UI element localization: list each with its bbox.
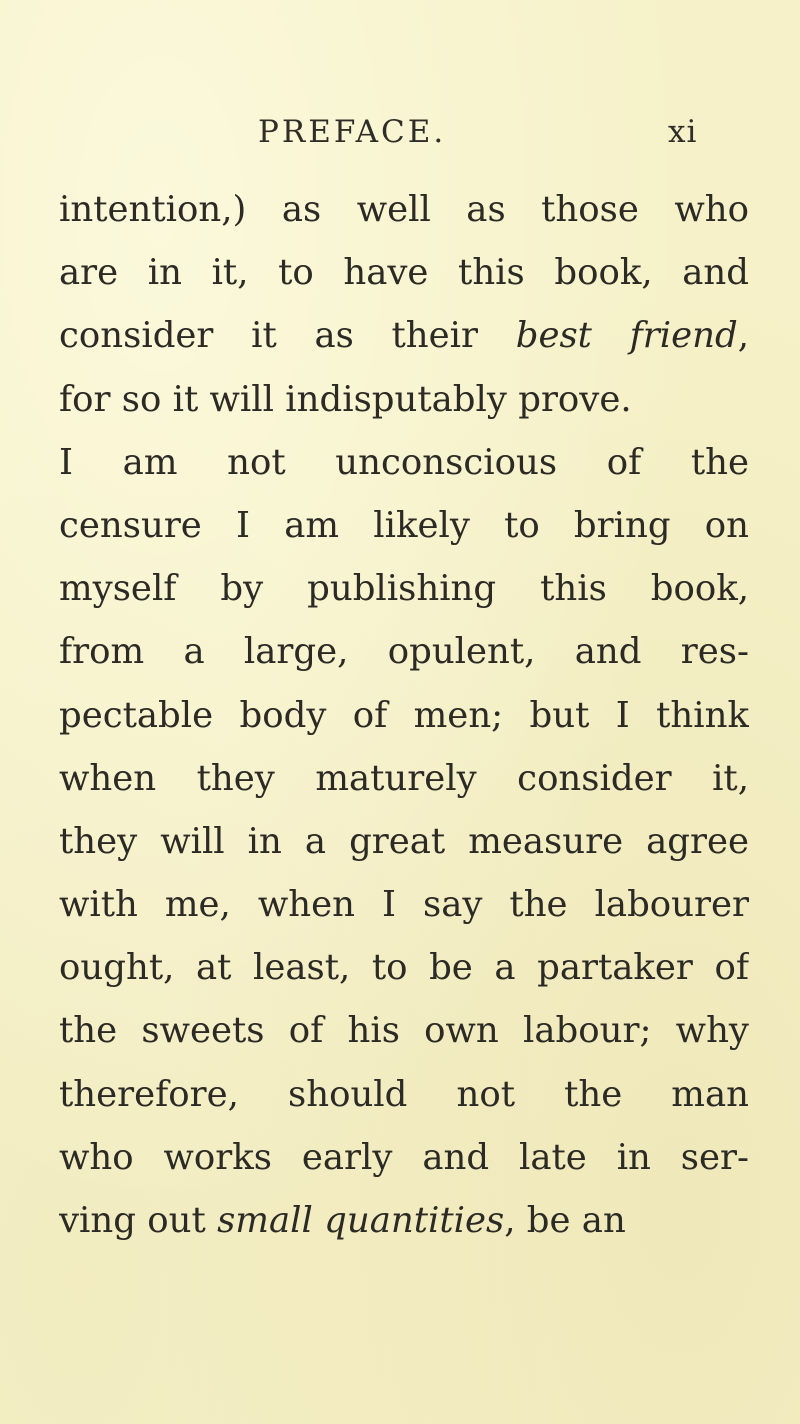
italic-emphasis: small quantities bbox=[217, 1200, 505, 1241]
text-line: they will in a great measure agree bbox=[59, 820, 749, 862]
text-line: pectable body of men; but I think bbox=[59, 694, 749, 736]
text-line bbox=[59, 304, 749, 367]
text-line: ought, at least, to be a partaker of bbox=[59, 947, 749, 989]
text-line-before: consider it as their bbox=[59, 315, 516, 357]
text-line: from a large, opulent, and res- bbox=[59, 631, 749, 673]
body-text bbox=[59, 178, 749, 1252]
text-line: myself by publishing this book, bbox=[59, 568, 749, 610]
text-line-before: ving out bbox=[59, 1200, 218, 1241]
text-line: when they maturely consider it, bbox=[59, 757, 749, 799]
text-line: are in it, to have this book, and bbox=[59, 252, 749, 294]
text-line: censure I am likely to bring on bbox=[59, 504, 749, 546]
text-line: who works early and late in ser- bbox=[59, 1136, 749, 1178]
text-line-after: , bbox=[737, 315, 749, 357]
running-head-title: PREFACE. bbox=[258, 114, 447, 150]
italic-emphasis: best friend bbox=[515, 315, 738, 357]
text-line: therefore, should not the man bbox=[59, 1073, 749, 1115]
text-line bbox=[59, 1189, 749, 1252]
running-head bbox=[0, 114, 800, 164]
text-line: the sweets of his own labour; why bbox=[59, 1010, 749, 1052]
text-line-after: , be an bbox=[504, 1200, 626, 1241]
text-line: I am not unconscious of the bbox=[59, 441, 749, 483]
page-number: xi bbox=[668, 114, 698, 150]
text-line: for so it will indisputably prove. bbox=[59, 378, 632, 420]
text-line: with me, when I say the labourer bbox=[59, 884, 749, 926]
text-line: intention,) as well as those who bbox=[59, 189, 749, 230]
